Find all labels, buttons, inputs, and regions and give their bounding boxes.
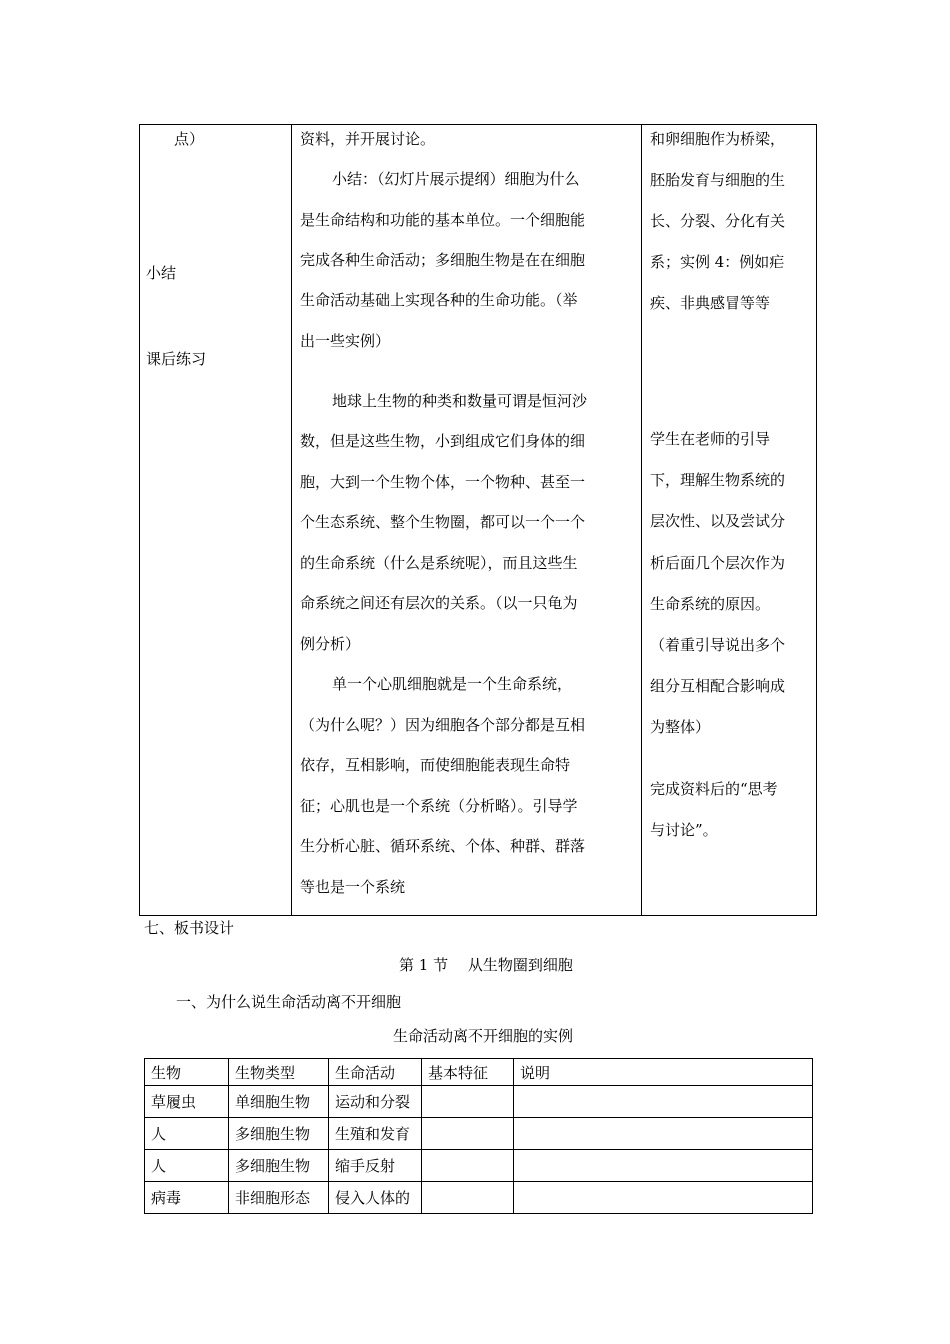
student-text-line: 生命系统的原因。 [650,595,771,613]
table-cell: 侵入人体的 [329,1182,422,1214]
student-text-line: 下，理解生物系统的 [650,471,786,489]
header-feature: 基本特征 [422,1059,514,1086]
teacher-text-line: 等也是一个系统 [300,878,406,896]
header-activity: 生命活动 [329,1059,422,1086]
teacher-text-line: 依存，互相影响，而使细胞能表现生命特 [300,756,571,774]
teacher-text-line: 命系统之间还有层次的关系。（以一只龟为 [300,594,578,612]
teacher-text-line: 资料，并开展讨论。 [300,130,436,148]
table-cell [422,1182,514,1214]
student-text-line: 与讨论”。 [650,821,718,839]
table-cell: 人 [145,1150,229,1182]
stage-column [140,125,292,916]
table-row [145,1086,813,1118]
table-cell: 生殖和发育 [329,1118,422,1150]
student-text-line: 完成资料后的“思考 [650,780,778,798]
homework-label: 课后练习 [146,350,207,368]
teacher-text-line: 地球上生物的种类和数量可谓是恒河沙 [332,392,588,410]
teacher-text-line: 单一个心肌细胞就是一个生命系统， [332,675,573,693]
teacher-text-line: 例分析） [300,635,361,653]
stage-fragment: 点） [174,130,205,148]
teacher-text-line: 数，但是这些生物，小到组成它们身体的细 [300,432,586,450]
table-cell [514,1086,813,1118]
teacher-text-line: 生命活动基础上实现各种的生命功能。（举 [300,291,578,309]
summary-label: 小结 [146,264,177,282]
table-cell: 非细胞形态 [229,1182,329,1214]
student-text-line: 和卵细胞作为桥梁， [650,130,786,148]
teacher-text-line: （为什么呢？）因为细胞各个部分都是互相 [300,716,586,734]
table-header-row [145,1059,813,1086]
table-cell [514,1118,813,1150]
table-cell: 多细胞生物 [229,1118,329,1150]
section-title: 第 1 节 从生物圈到细胞 [399,956,573,974]
table-cell: 草履虫 [145,1086,229,1118]
board-design-heading: 七、板书设计 [144,919,235,937]
table-cell: 多细胞生物 [229,1150,329,1182]
teacher-text-line: 出一些实例） [300,332,391,350]
table-row [145,1150,813,1182]
teacher-text-line: 胞，大到一个生物个体，一个物种、甚至一 [300,473,586,491]
table-cell [514,1182,813,1214]
lesson-plan-table [139,124,817,916]
header-note: 说明 [514,1059,813,1086]
student-text-line: 系；实例 4：例如疟 [650,253,785,271]
student-text-line: 学生在老师的引导 [650,430,771,448]
table-cell [422,1150,514,1182]
teacher-text-line: 小结：（幻灯片展示提纲）细胞为什么 [332,170,580,188]
subheading: 一、为什么说生命活动离不开细胞 [176,993,402,1011]
table-cell: 人 [145,1118,229,1150]
teacher-text-line: 完成各种生命活动；多细胞生物是在在细胞 [300,251,586,269]
table-cell [422,1086,514,1118]
table-caption: 生命活动离不开细胞的实例 [393,1027,574,1045]
examples-table [144,1058,813,1214]
header-organism: 生物 [145,1059,229,1086]
student-text-line: 胚胎发育与细胞的生 [650,171,786,189]
teacher-text-line: 是生命结构和功能的基本单位。一个细胞能 [300,211,586,229]
header-type: 生物类型 [229,1059,329,1086]
table-cell: 缩手反射 [329,1150,422,1182]
teacher-text-line: 个生态系统、整个生物圈，都可以一个一个 [300,513,586,531]
teacher-text-line: 的生命系统（什么是系统呢），而且这些生 [300,554,578,572]
table-cell: 单细胞生物 [229,1086,329,1118]
table-row [145,1182,813,1214]
table-cell [514,1150,813,1182]
student-text-line: （着重引导说出多个 [650,636,786,654]
student-text-line: 疾、非典感冒等等 [650,294,771,312]
student-activity-column [642,125,817,916]
table-row [145,1118,813,1150]
student-text-line: 为整体） [650,718,711,736]
teacher-text-line: 生分析心脏、循环系统、个体、种群、群落 [300,837,586,855]
teacher-activity-column [292,125,642,916]
student-text-line: 层次性、以及尝试分 [650,512,786,530]
student-text-line: 长、分裂、分化有关 [650,212,786,230]
table-cell [422,1118,514,1150]
table-cell: 运动和分裂 [329,1086,422,1118]
student-text-line: 组分互相配合影响成 [650,677,786,695]
teacher-text-line: 征；心肌也是一个系统（分析略）。引导学 [300,797,578,815]
student-text-line: 析后面几个层次作为 [650,554,786,572]
table-cell: 病毒 [145,1182,229,1214]
